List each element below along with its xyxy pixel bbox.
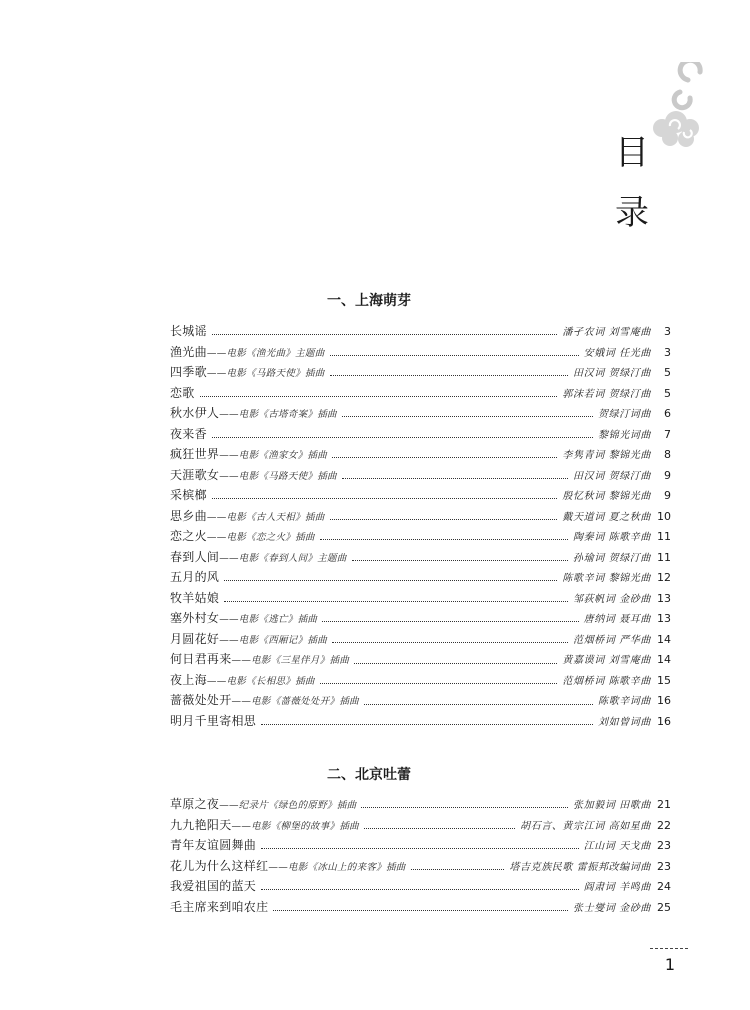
dot-leader: [320, 682, 558, 684]
toc-entry[interactable]: [170, 485, 671, 506]
toc-entry[interactable]: [170, 794, 671, 815]
entry-page-number: 9: [664, 468, 671, 482]
toc-entry[interactable]: [170, 321, 671, 342]
entry-title: 牧羊姑娘: [170, 590, 220, 605]
entry-page-number: 21: [657, 798, 671, 811]
dot-leader: [320, 538, 568, 540]
toc-entry[interactable]: [170, 835, 671, 856]
entry-page-number: 12: [657, 571, 671, 585]
entry-page-number: 24: [657, 880, 671, 894]
dot-leader: [411, 868, 505, 870]
toc-entry[interactable]: [170, 403, 671, 424]
dot-leader: [200, 395, 558, 397]
entry-title: 月圆花好: [170, 631, 220, 646]
dot-leader: [261, 888, 579, 890]
dot-leader: [332, 641, 568, 643]
entry-title: 花儿为什么这样红: [170, 858, 269, 873]
entry-page-number: 8: [664, 448, 671, 462]
entry-subtitle: ——电影《蔷薇处处开》插曲: [231, 696, 359, 708]
entry-credits: 安娥词 任光曲: [583, 347, 651, 359]
entry-page-number: 23: [657, 859, 671, 873]
entry-credits: 阎肃词 羊鸣曲: [583, 882, 651, 894]
toc-entry[interactable]: [170, 856, 671, 877]
entry-credits: 陈歌辛词 黎锦光曲: [562, 573, 651, 585]
entry-page-number: 5: [664, 366, 671, 380]
entry-credits: 黄嘉谟词 刘雪庵曲: [562, 655, 651, 667]
entry-credits: 陈歌辛词曲: [598, 696, 651, 708]
entry-title: 疯狂世界: [170, 447, 220, 462]
entry-title: 采槟榔: [170, 488, 207, 503]
entry-credits: 范烟桥词 严华曲: [573, 634, 651, 646]
entry-page-number: 22: [657, 818, 671, 832]
dot-leader: [322, 620, 578, 622]
entry-title: 思乡曲: [170, 508, 207, 523]
cloud-ornament-icon: [648, 62, 708, 152]
dot-leader: [212, 436, 593, 438]
toc-list: [170, 321, 671, 731]
dot-leader: [342, 477, 568, 479]
toc-entry[interactable]: [170, 897, 671, 918]
entry-credits: 黎锦光词曲: [598, 429, 651, 441]
dot-leader: [224, 600, 568, 602]
toc-entry[interactable]: [170, 608, 671, 629]
entry-subtitle: ——电影《渔家女》插曲: [219, 450, 328, 462]
toc-entry[interactable]: [170, 690, 671, 711]
toc-entry[interactable]: [170, 670, 671, 691]
entry-title: 夜上海: [170, 672, 207, 687]
entry-page-number: 11: [657, 550, 671, 564]
entry-subtitle: ——电影《渔光曲》主题曲: [206, 347, 325, 359]
entry-title: 草原之夜: [170, 797, 220, 811]
entry-subtitle: ——电影《春到人间》主题曲: [219, 552, 347, 564]
entry-page-number: 16: [657, 694, 671, 708]
entry-credits: 戴天道词 夏之秋曲: [562, 511, 651, 523]
entry-page-number: 13: [657, 591, 671, 605]
toc-entry[interactable]: [170, 588, 671, 609]
entry-title: 秋水伊人: [170, 406, 220, 421]
entry-page-number: 3: [664, 325, 671, 338]
toc-entry[interactable]: [170, 526, 671, 547]
entry-page-number: 7: [664, 427, 671, 441]
toc-entry[interactable]: [170, 629, 671, 650]
entry-title: 五月的风: [170, 570, 220, 585]
entry-credits: 胡石言、黄宗江词 高如星曲: [520, 820, 651, 832]
entry-page-number: 14: [657, 632, 671, 646]
entry-title: 长城谣: [170, 324, 207, 338]
toc-entry[interactable]: [170, 547, 671, 568]
toc-entry[interactable]: [170, 567, 671, 588]
dot-leader: [361, 806, 568, 808]
dot-leader: [330, 354, 579, 356]
page-heading-char-2: 录: [615, 193, 649, 233]
toc-entry[interactable]: [170, 444, 671, 465]
entry-title: 蔷薇处处开: [170, 693, 232, 708]
entry-title: 塞外村女: [170, 611, 220, 626]
toc-list: [170, 794, 671, 917]
toc-entry[interactable]: [170, 649, 671, 670]
entry-title: 九九艳阳天: [170, 817, 232, 832]
page-heading-char-1: 目: [615, 133, 649, 173]
entry-title: 恋歌: [170, 385, 195, 400]
entry-subtitle: ——电影《西厢记》插曲: [219, 634, 328, 646]
entry-subtitle: ——电影《逃亡》插曲: [219, 614, 318, 626]
entry-page-number: 5: [664, 386, 671, 400]
entry-title: 何日君再来: [170, 652, 232, 667]
dot-leader: [364, 703, 593, 705]
entry-credits: 邹荻帆词 金砂曲: [573, 593, 651, 605]
dot-leader: [330, 374, 569, 376]
dot-leader: [342, 415, 593, 417]
entry-title: 明月千里寄相思: [170, 713, 257, 728]
entry-title: 青年友谊圆舞曲: [170, 838, 257, 853]
entry-title: 恋之火: [170, 529, 207, 544]
entry-page-number: 10: [657, 509, 671, 523]
entry-title: 春到人间: [170, 549, 220, 564]
entry-title: 毛主席来到咱农庄: [170, 899, 269, 914]
entry-page-number: 16: [657, 714, 671, 728]
entry-page-number: 23: [657, 839, 671, 853]
toc-entry[interactable]: [170, 383, 671, 404]
entry-subtitle: ——纪录片《绿色的原野》插曲: [219, 800, 357, 811]
entry-page-number: 25: [657, 900, 671, 914]
dot-leader: [212, 333, 558, 335]
dot-leader: [261, 723, 593, 725]
entry-page-number: 11: [657, 530, 671, 544]
dot-leader: [212, 497, 558, 499]
toc-entry[interactable]: [170, 506, 671, 527]
toc-entry[interactable]: [170, 424, 671, 445]
entry-page-number: 3: [664, 345, 671, 359]
entry-subtitle: ——电影《三星伴月》插曲: [231, 655, 350, 667]
dot-leader: [261, 847, 579, 849]
entry-page-number: 9: [664, 489, 671, 503]
dot-leader: [352, 559, 568, 561]
toc-entry[interactable]: [170, 362, 671, 383]
entry-credits: 殷忆秋词 黎锦光曲: [562, 491, 651, 503]
dot-leader: [330, 518, 558, 520]
entry-title: 四季歌: [170, 365, 207, 380]
entry-page-number: 13: [657, 612, 671, 626]
entry-credits: 张士燮词 金砂曲: [573, 902, 651, 914]
entry-page-number: 15: [657, 673, 671, 687]
dot-leader: [354, 662, 557, 664]
entry-credits: 刘如曾词曲: [598, 716, 651, 728]
entry-credits: 唐纳词 聂耳曲: [583, 614, 651, 626]
toc-entry[interactable]: [170, 711, 671, 732]
toc-entry[interactable]: [170, 342, 671, 363]
dot-leader: [364, 827, 515, 829]
entry-page-number: 6: [664, 407, 671, 421]
entry-subtitle: ——电影《柳堡的故事》插曲: [231, 820, 359, 832]
entry-credits: 李隽青词 黎锦光曲: [562, 450, 651, 462]
dot-leader: [332, 456, 557, 458]
entry-subtitle: ——电影《冰山上的来客》插曲: [268, 861, 406, 873]
entry-subtitle: ——电影《古塔奇案》插曲: [219, 409, 337, 421]
dot-leader: [273, 909, 568, 911]
entry-credits: 田汉词 贺绿汀曲: [573, 470, 651, 482]
entry-title: 渔光曲: [170, 344, 207, 359]
toc-entry[interactable]: [170, 876, 671, 897]
page-number: 1: [664, 955, 676, 974]
entry-credits: 陶秦词 陈歌辛曲: [573, 532, 651, 544]
entry-subtitle: ——电影《恋之火》插曲: [206, 532, 315, 544]
entry-credits: 孙瑜词 贺绿汀曲: [573, 552, 651, 564]
entry-title: 天涯歌女: [170, 467, 220, 482]
entry-title: 夜来香: [170, 426, 207, 441]
entry-subtitle: ——电影《马路天使》插曲: [206, 368, 325, 380]
entry-credits: 潘孑农词 刘雪庵曲: [562, 327, 651, 338]
section-heading: 二、北京吐蕾: [327, 767, 411, 783]
toc-entry[interactable]: [170, 465, 671, 486]
entry-credits: 塔吉克族民歌 雷振邦改编词曲: [509, 861, 651, 873]
entry-credits: 江山词 天戈曲: [583, 841, 651, 853]
entry-credits: 贺绿汀词曲: [598, 409, 651, 421]
entry-subtitle: ——电影《古人天相》插曲: [206, 511, 325, 523]
entry-title: 我爱祖国的蓝天: [170, 879, 257, 894]
dot-leader: [224, 579, 557, 581]
entry-credits: 张加毅词 田歌曲: [573, 800, 651, 811]
entry-subtitle: ——电影《长相思》插曲: [206, 675, 315, 687]
entry-page-number: 14: [657, 653, 671, 667]
toc-entry[interactable]: [170, 815, 671, 836]
footer-rule: [650, 948, 688, 949]
entry-subtitle: ——电影《马路天使》插曲: [219, 470, 337, 482]
section-heading: 一、上海萌芽: [327, 293, 411, 309]
entry-credits: 田汉词 贺绿汀曲: [573, 368, 651, 380]
entry-credits: 郭沫若词 贺绿汀曲: [562, 388, 651, 400]
entry-credits: 范烟桥词 陈歌辛曲: [562, 675, 651, 687]
